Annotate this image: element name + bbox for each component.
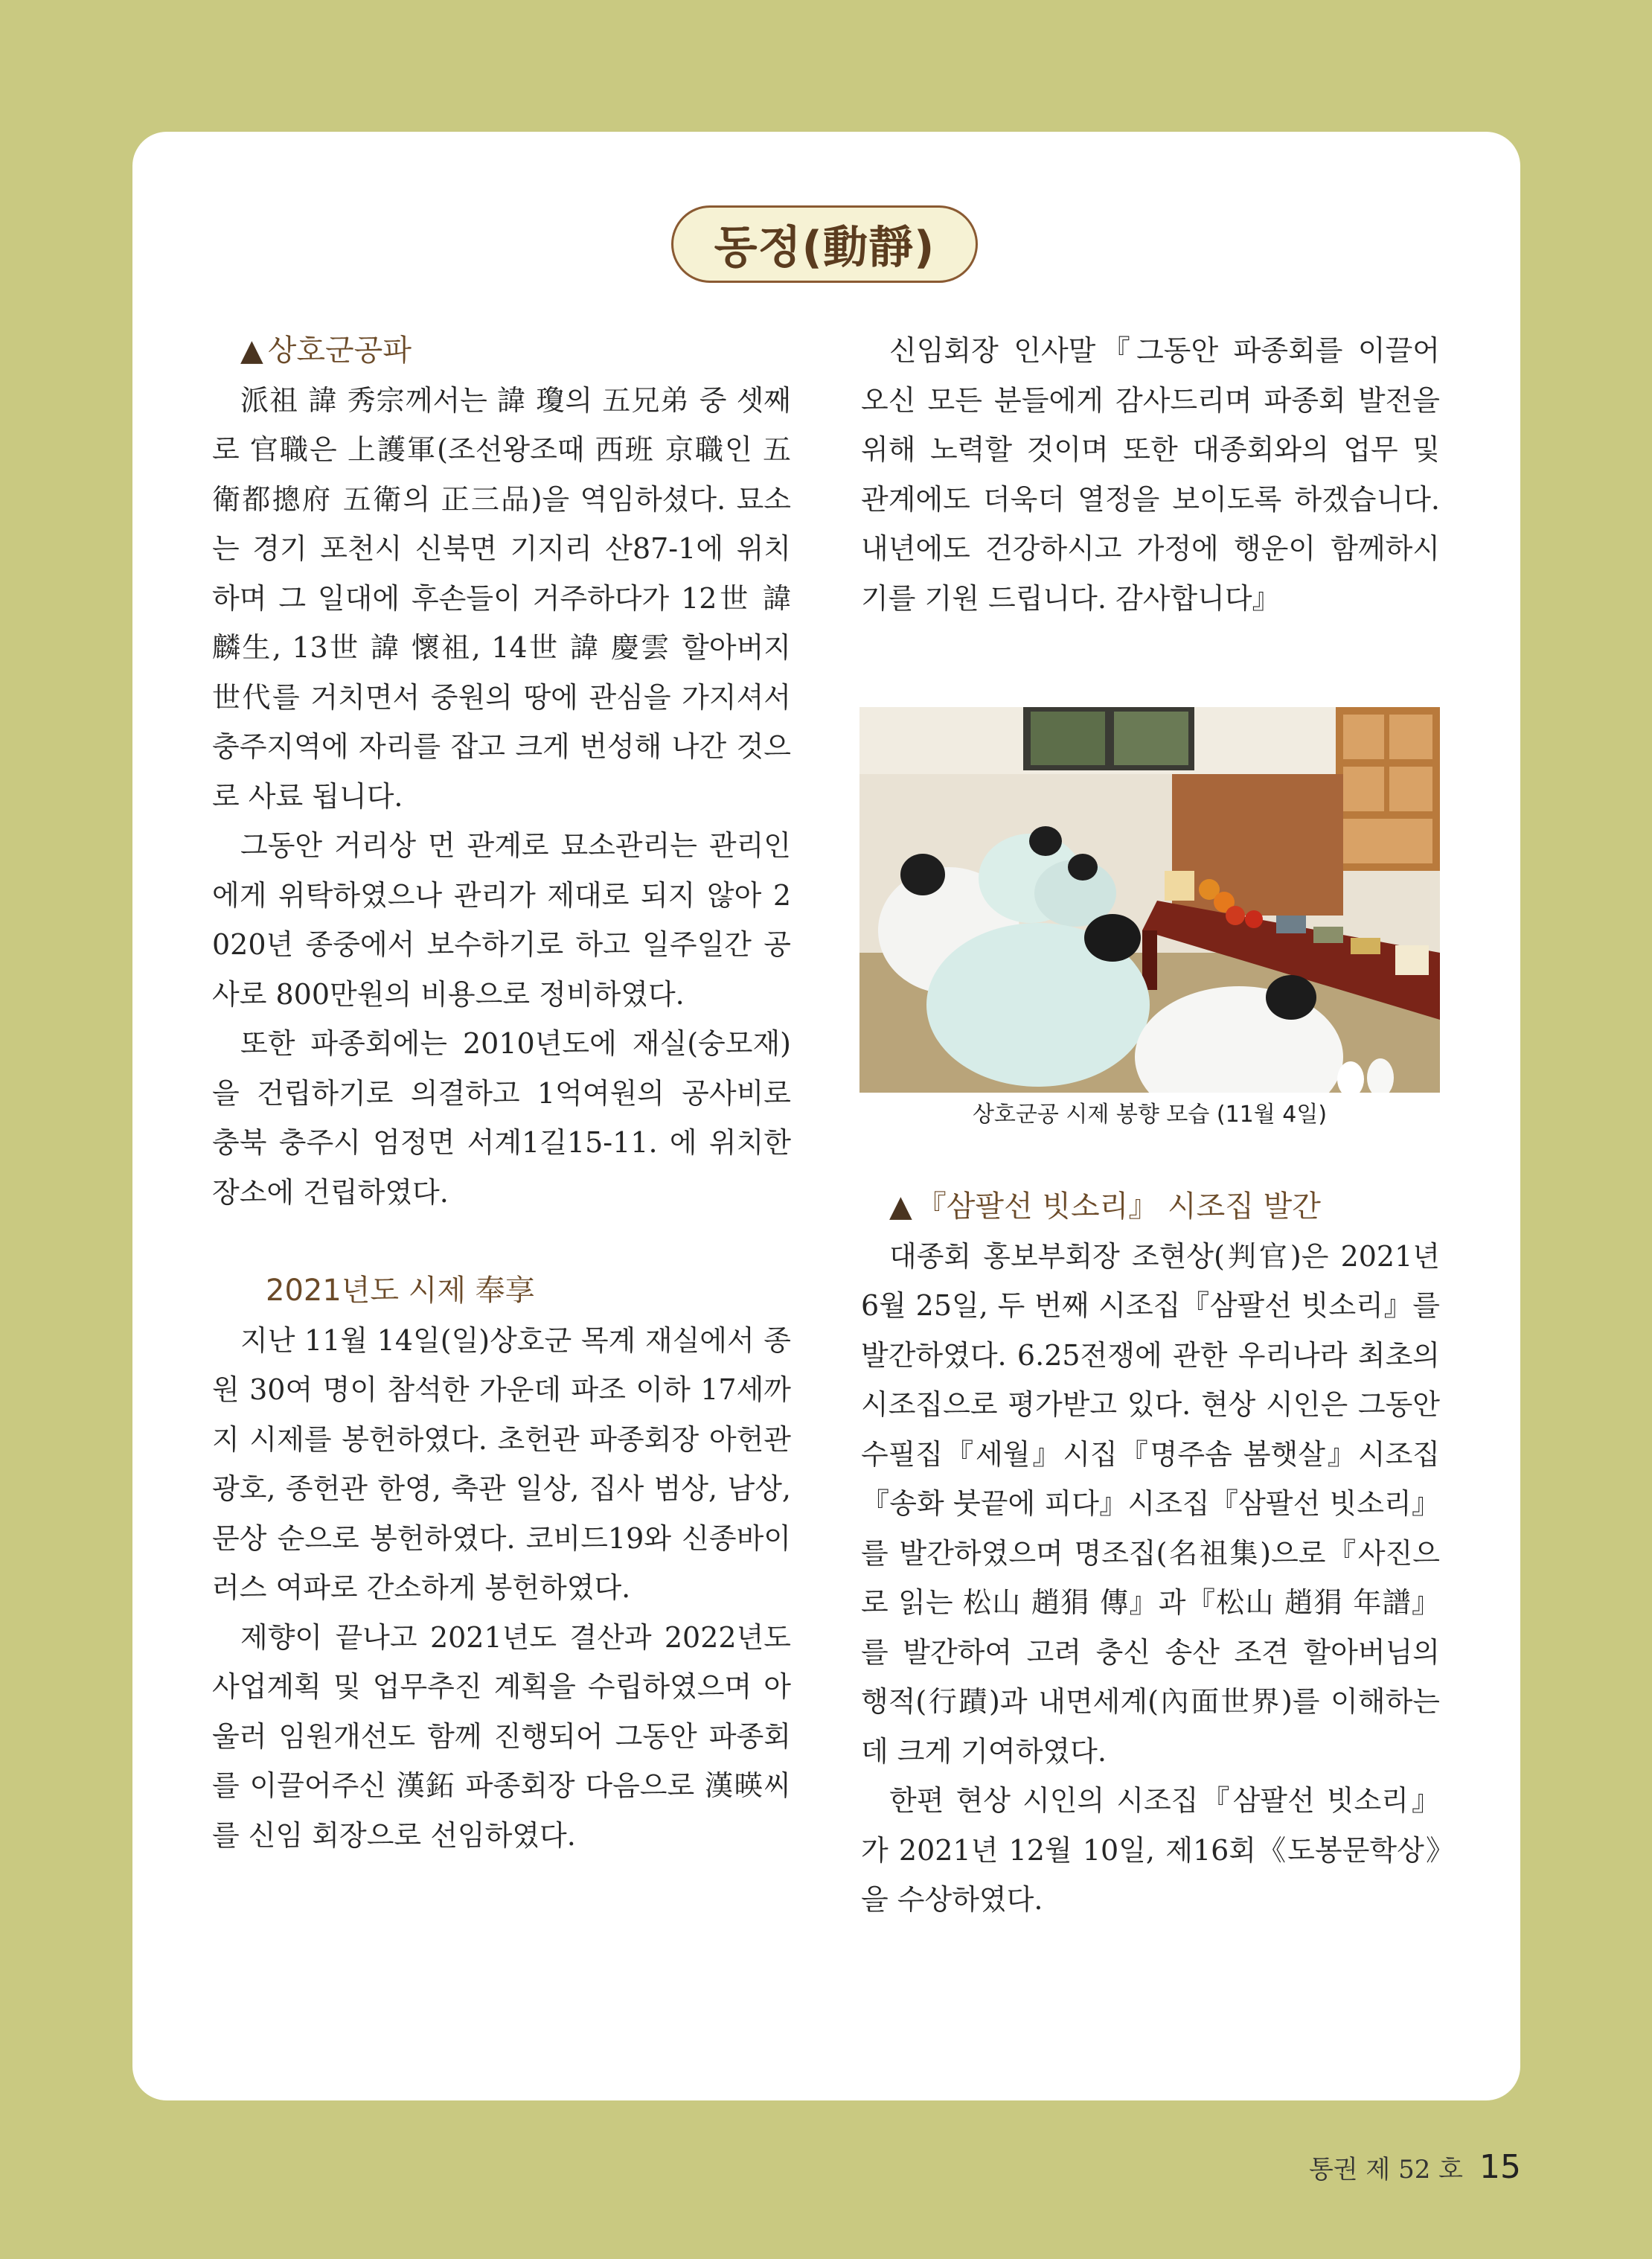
right-column-bottom	[861, 1182, 1440, 1925]
triangle-bullet-icon: ▲	[889, 1189, 912, 1224]
paragraph: 또한 파종회에는 2010년도에 재실(숭모재)을 건립하기로 의결하고 1억여원의 공사비로 충북 충주시 엄정면 서계1길15-11. 에 위치한 장소에 건립하였다.	[212, 1027, 791, 1209]
ceremony-photo-illustration	[859, 707, 1440, 1093]
ceremony-photo	[859, 707, 1440, 1093]
triangle-bullet-icon: ▲	[240, 333, 263, 368]
section-heading-sanghogun: ▲ 상호군공파	[240, 333, 412, 368]
paragraph: 한편 현상 시인의 시조집『삼팔선 빗소리』가 2021년 12월 10일, 제16회《도봉문학상》을 수상하였다.	[861, 1784, 1440, 1916]
paragraph: 신임회장 인사말『그동안 파종회를 이끌어 오신 모든 분들에게 감사드리며 파종회 발전을 위해 노력할 것이며 또한 대종회와의 업무 및 관계에도 더욱더 열정을 보이도록 하겠습니다. 내년에도 건강하시고 가정에 행운이 함께하시기를 기원 드립니다. 감사합니다』	[861, 334, 1440, 615]
issue-label: 통권 제 52 호	[1308, 2155, 1463, 2185]
right-column-top	[861, 326, 1440, 623]
subheading-sije: 2021년도 시제 奉享	[266, 1274, 535, 1308]
paragraph: 제향이 끝나고 2021년도 결산과 2022년도 사업계획 및 업무추진 계획을 수립하였으며 아울러 임원개선도 함께 진행되어 그동안 파종회를 이끌어주신 漢鉐 파종회장 다음으로 漢暎씨를 신임 회장으로 선임하였다.	[212, 1620, 791, 1852]
paragraph: 그동안 거리상 먼 관계로 묘소관리는 관리인에게 위탁하였으나 관리가 제대로 되지 않아 2020년 종중에서 보수하기로 하고 일주일간 공사로 800만원의 비용으로 정비하였다.	[212, 829, 791, 1011]
photo-caption: 상호군공 시제 봉향 모습 (11월 4일)	[972, 1102, 1328, 1128]
page-title: 동정(動靜)	[671, 205, 978, 283]
paragraph: 지난 11월 14일(일)상호군 목계 재실에서 종원 30여 명이 참석한 가운데 파조 이하 17세까지 시제를 봉헌하였다. 초헌관 파종회장 아헌관 광호, 종헌관 한영, 축관 일상, 집사 범상, 남상, 문상 순으로 봉헌하였다. 코비드19와 신종바이러스 여파로 간소하게 봉헌하였다.	[212, 1323, 791, 1604]
paragraph: 派祖 諱 秀宗께서는 諱 瓊의 五兄弟 중 셋째로 官職은 上護軍(조선왕조때 西班 京職인 五衛都摠府 五衛의 正三品)을 역임하셨다. 묘소는 경기 포천시 신북면 기지리 산87-1에 위치하며 그 일대에 후손들이 거주하다가 12世 諱 麟生, 13世 諱 懷祖, 14世 諱 慶雲 할아버지 世代를 거치면서 중원의 땅에 관심을 가지셔서 충주지역에 자리를 잡고 크게 번성해 나간 것으로 사료 됩니다.	[212, 383, 791, 813]
section-heading-poetry: ▲ 『삼팔선 빗소리』 시조집 발간	[889, 1189, 1321, 1224]
paragraph: 대종회 홍보부회장 조현상(判官)은 2021년 6월 25일, 두 번째 시조집『삼팔선 빗소리』를 발간하였다. 6.25전쟁에 관한 우리나라 최초의 시조집으로 평가받고 있다. 현상 시인은 그동안 수필집『세월』시집『명주솜 봄햇살』시조집『송화 붓끝에 피다』시조집『삼팔선 빗소리』를 발간하였으며 명조집(名祖集)으로『사진으로 읽는 松山 趙狷 傳』과『松山 趙狷 年譜』를 발간하여 고려 충신 송산 조견 할아버님의 행적(行蹟)과 내면세계(內面世界)를 이해하는 데 크게 기여하였다.	[861, 1239, 1440, 1768]
left-column	[212, 326, 791, 1860]
page-footer	[1309, 2148, 1521, 2186]
page-number: 15	[1479, 2148, 1521, 2186]
